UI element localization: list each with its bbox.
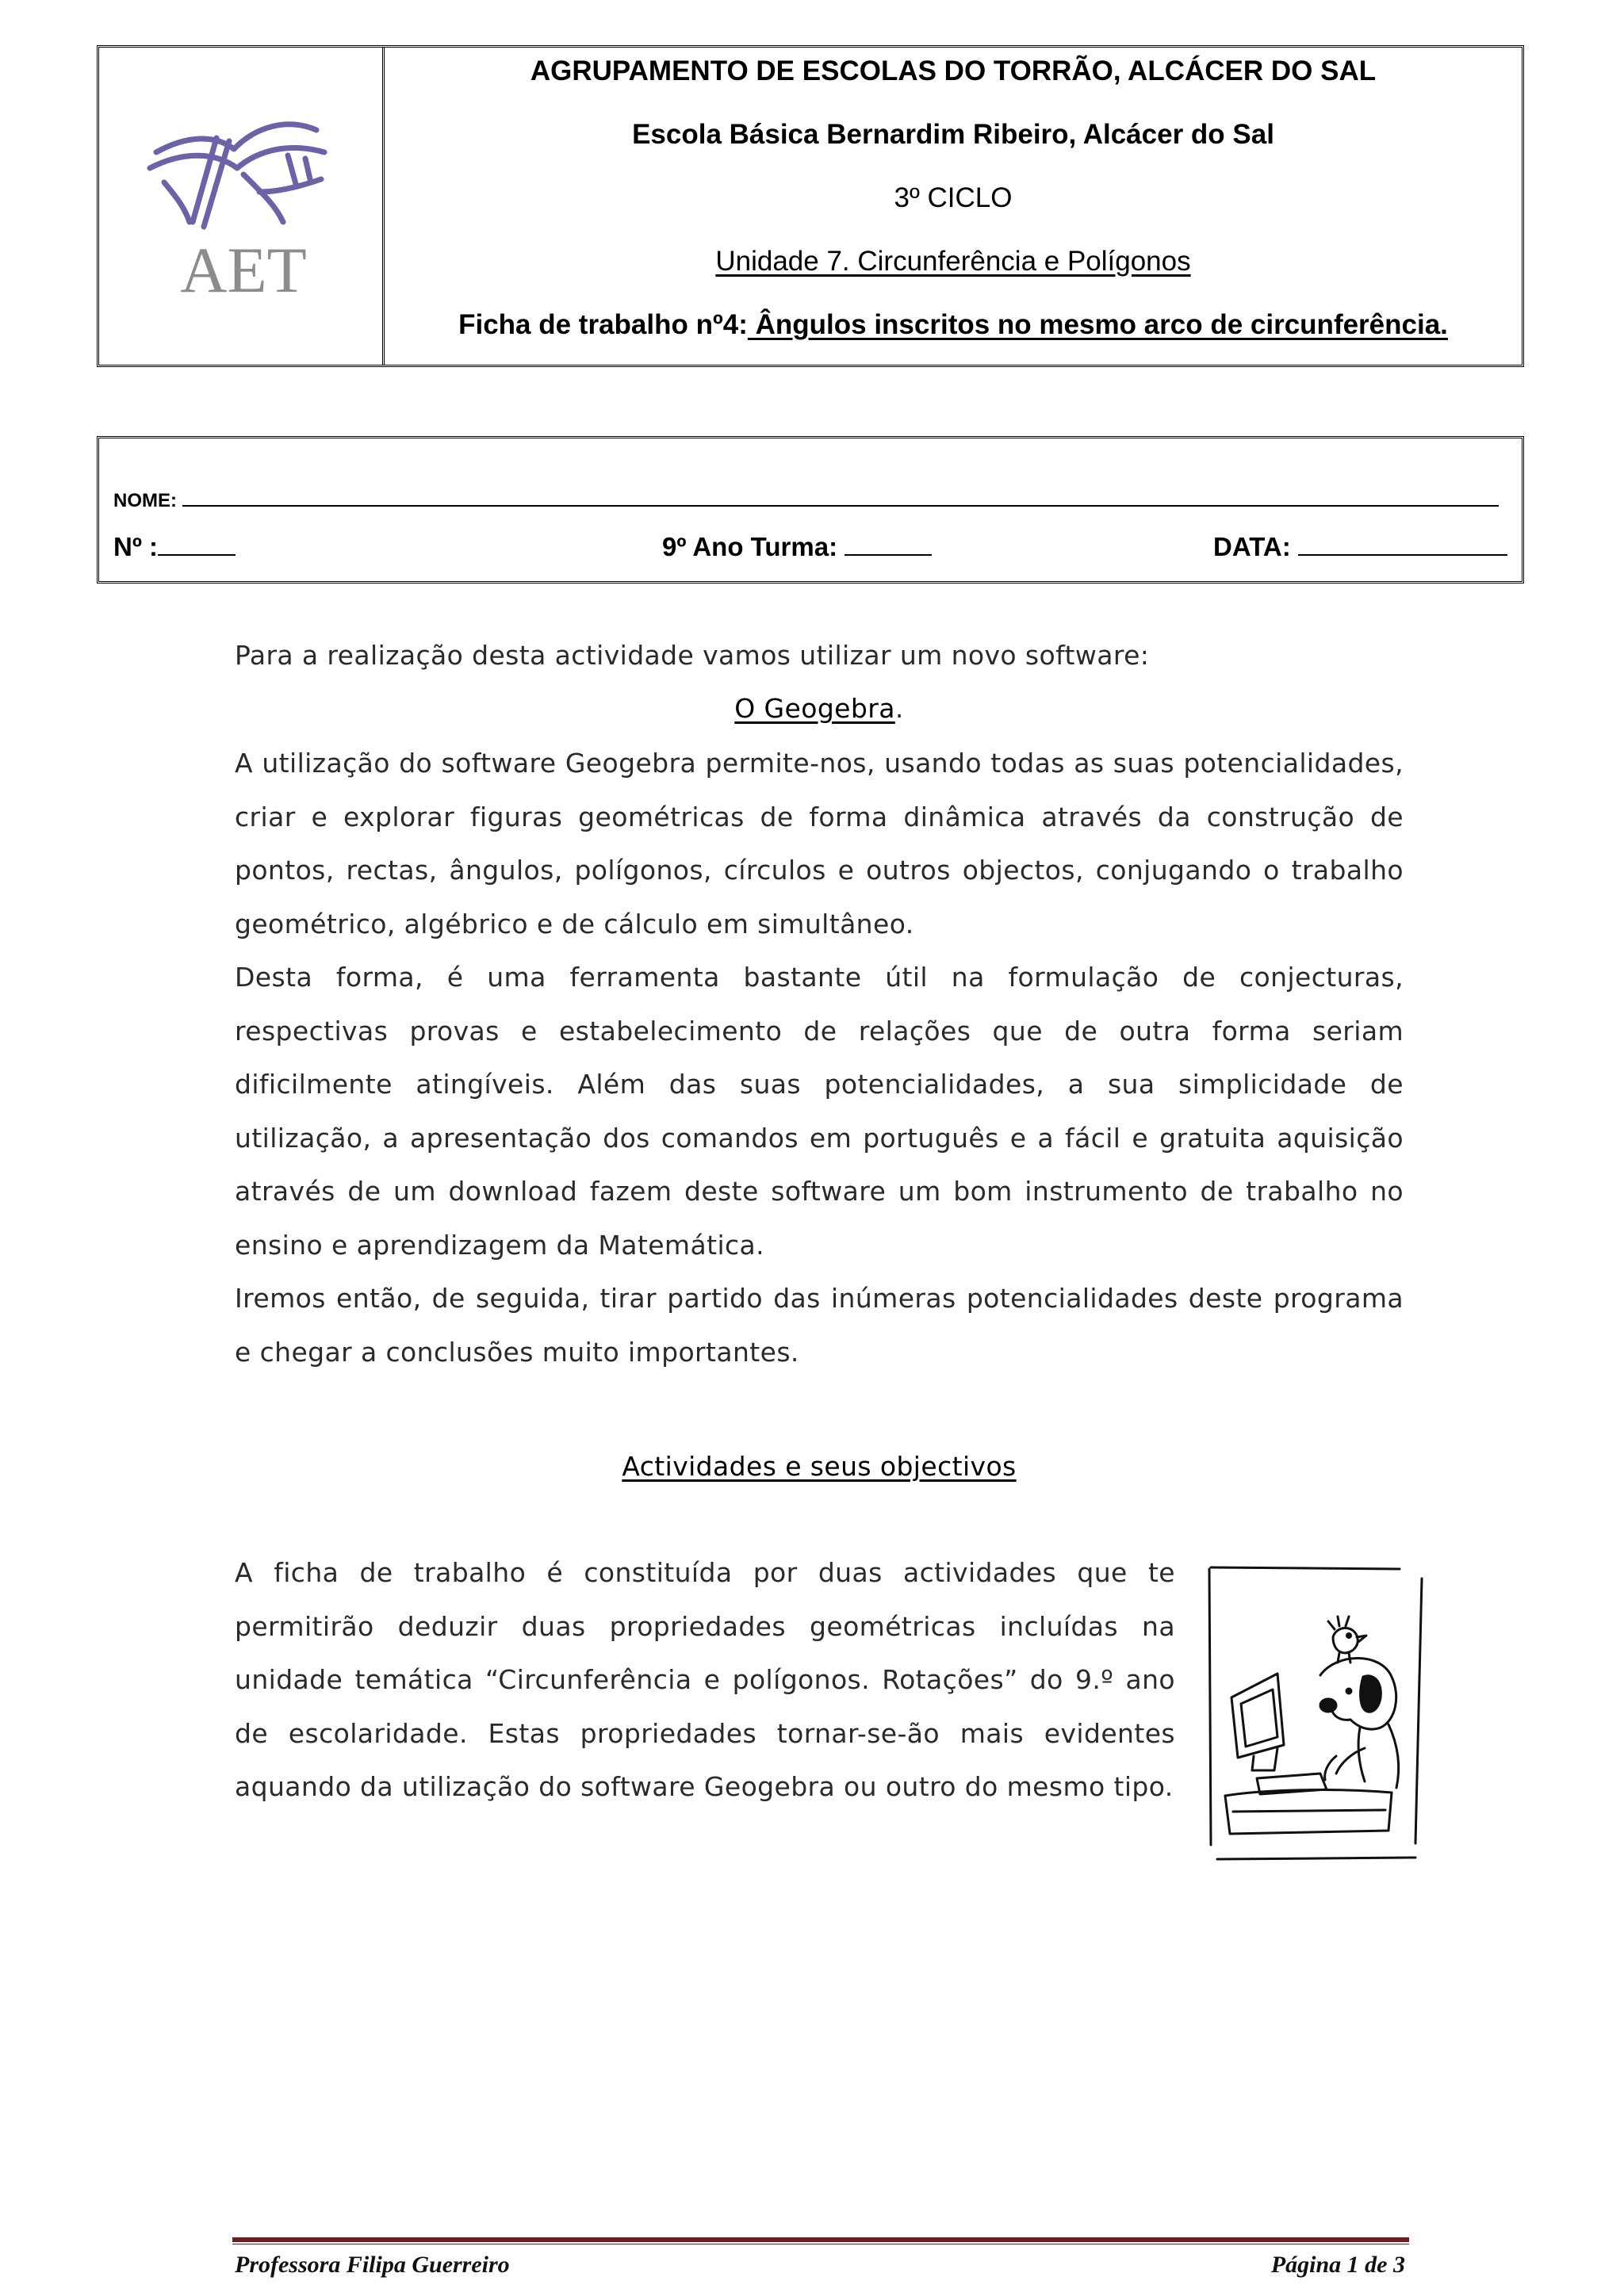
unit-title: Unidade 7. Circunferência e Polígonos (715, 246, 1191, 277)
name-field[interactable] (182, 488, 1499, 507)
date-label: DATA: (1213, 532, 1291, 561)
class-field[interactable] (845, 532, 932, 556)
intro-paragraph-3: Iremos então, de seguida, tirar partido das inúmeras potencialidades deste programa e chegar a conclusões muito importantes. (235, 1283, 1404, 1368)
date-field[interactable] (1298, 532, 1507, 556)
logo-text: AET (180, 234, 307, 306)
number-label: Nº : (113, 532, 159, 561)
software-name: O Geogebra (734, 693, 895, 724)
woodstock-bird (1333, 1628, 1358, 1653)
class-row (662, 532, 932, 562)
name-label: NOME: (113, 490, 177, 511)
school-name: Escola Básica Bernardim Ribeiro, Alcácer do Sal (632, 119, 1274, 150)
activities-heading: Actividades e seus objectivos (622, 1451, 1017, 1482)
intro-paragraph-1: A utilização do software Geogebra permite-nos, usando todas as suas potencialidades, criar e explorar figuras geométricas de forma dinâmica através da construção de pontos, rectas, ângulos, polígonos, círculos e outros objectos, conjugando o trabalho geométrico, algébrico e de cálculo em simultâneo. (235, 748, 1404, 939)
activities-paragraph: A ficha de trabalho é constituída por duas actividades que te permitirão deduzir duas propriedades geométricas incluídas na unidade temática “Circunferência e polígonos. Rotações” do 9.º ano de escolaridade. Estas propriedades tornar-se-ão mais evidentes aquando da utilização do software Geogebra ou outro do mesmo tipo. (235, 1557, 1175, 1802)
worksheet-prefix: Ficha de trabalho nº4: (458, 309, 748, 340)
snoopy-computer-illustration (1201, 1558, 1423, 1869)
footer-rule (232, 2237, 1409, 2242)
number-row (113, 532, 236, 562)
student-info-box (97, 436, 1524, 584)
number-field[interactable] (158, 532, 236, 556)
header-box (97, 45, 1524, 367)
class-label: 9º Ano Turma: (662, 532, 838, 561)
worksheet-topic: Ângulos inscritos no mesmo arco de circunferência. (747, 309, 1448, 340)
worksheet-title (385, 309, 1522, 341)
logo-cell (99, 48, 385, 365)
cycle-label: 3º CICLO (894, 182, 1013, 213)
school-logo (140, 103, 347, 309)
footer-page-number: Página 1 de 3 (1270, 2252, 1405, 2278)
footer-teacher: Professora Filipa Guerreiro (235, 2252, 510, 2278)
software-line (235, 682, 1404, 736)
name-row (113, 488, 1499, 512)
header-text-cell (385, 48, 1522, 365)
date-row (1213, 532, 1507, 562)
school-group-title: AGRUPAMENTO DE ESCOLAS DO TORRÃO, ALCÁCER DO SAL (530, 55, 1377, 86)
software-period: . (894, 693, 904, 724)
intro-paragraph-2: Desta forma, é uma ferramenta bastante útil na formulação de conjecturas, respectivas provas e estabelecimento de relações que de outra forma seriam dificilmente atingíveis. Além das suas potencialidades, a sua simplicidade de utilização, a apresentação dos comandos em português e a fácil e gratuita aquisição através de um download fazem deste software um bom instrumento de trabalho no ensino e aprendizagem da Matemática. (235, 962, 1404, 1261)
book-icon (150, 124, 324, 227)
intro-line: Para a realização desta actividade vamos utilizar um novo software: (235, 640, 1150, 671)
snoopy-head (1320, 1659, 1396, 1730)
